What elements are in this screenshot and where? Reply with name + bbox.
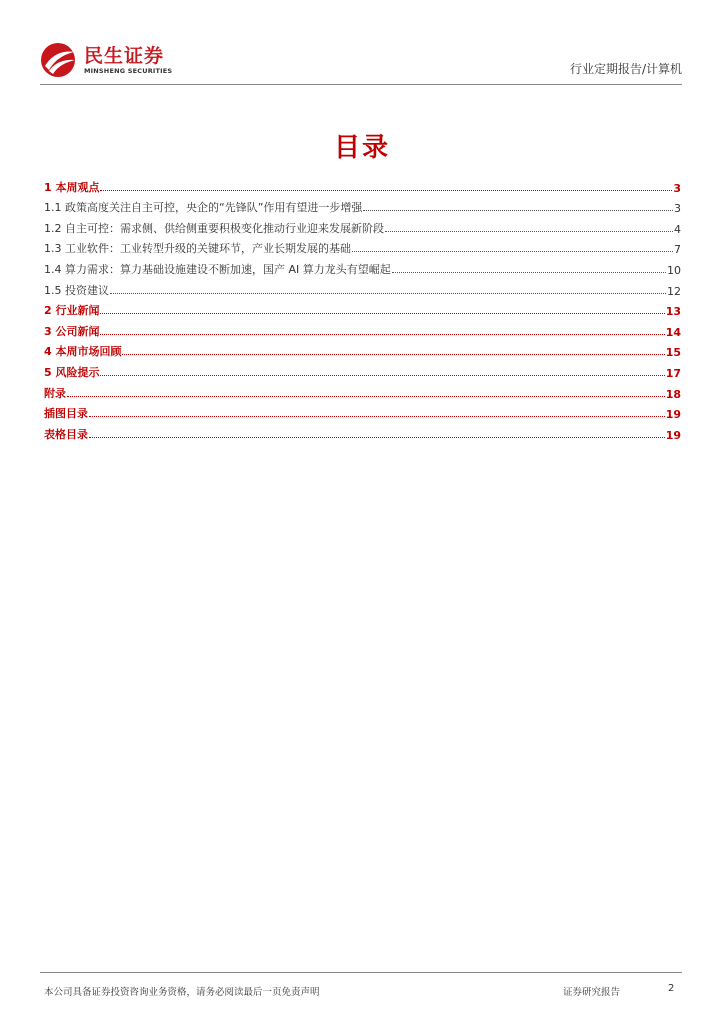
toc-leader — [100, 375, 664, 376]
toc-leader — [392, 272, 666, 273]
toc-entry-page: 10 — [667, 263, 681, 277]
toc-leader — [122, 354, 664, 355]
toc-leader — [89, 416, 665, 417]
toc-leader — [352, 251, 673, 252]
toc-leader — [89, 437, 665, 438]
header-divider — [40, 84, 682, 85]
toc-entry-label: 1.3 工业软件：工业转型升级的关键环节，产业长期发展的基础 — [44, 242, 351, 256]
toc-entry-page: 18 — [665, 387, 681, 401]
toc-entry-label: 表格目录 — [44, 427, 88, 441]
toc-entry[interactable] — [44, 339, 681, 360]
toc-entry-label: 附录 — [44, 386, 66, 400]
toc-leader — [100, 334, 664, 335]
company-logo — [40, 42, 172, 78]
toc-entry-label: 5 风险提示 — [44, 365, 100, 379]
logo-en-text: MINSHENG SECURITIES — [84, 66, 173, 75]
toc-entry-page: 3 — [673, 181, 681, 195]
toc-leader — [110, 293, 666, 294]
toc-entry-page: 13 — [665, 305, 681, 319]
toc-entry-label: 1 本周观点 — [44, 180, 100, 194]
toc-entry[interactable] — [44, 318, 681, 339]
page-header — [40, 40, 682, 84]
table-of-contents — [44, 174, 681, 442]
toc-entry-page: 19 — [665, 428, 681, 442]
toc-entry-page: 15 — [665, 346, 681, 360]
toc-entry[interactable] — [44, 401, 681, 422]
toc-entry-page: 4 — [674, 222, 681, 236]
footer-divider — [40, 972, 682, 973]
toc-entry-page: 3 — [674, 202, 681, 216]
toc-leader — [67, 396, 665, 397]
toc-entry[interactable] — [44, 298, 681, 319]
toc-entry-label: 4 本周市场回顾 — [44, 345, 122, 359]
report-category: 行业定期报告/计算机 — [569, 62, 682, 76]
toc-entry-label: 2 行业新闻 — [44, 304, 100, 318]
toc-entry-page: 12 — [667, 284, 681, 298]
toc-leader — [100, 313, 664, 314]
toc-entry-label: 1.5 投资建议 — [44, 283, 109, 297]
toc-entry-page: 14 — [665, 325, 681, 339]
toc-entry-page: 19 — [665, 408, 681, 422]
toc-entry-label: 插图目录 — [44, 407, 88, 421]
page-number: 2 — [668, 983, 675, 994]
toc-entry-page: 7 — [674, 243, 681, 257]
toc-entry[interactable] — [44, 359, 681, 380]
toc-entry-label: 1.2 自主可控：需求侧、供给侧重要积极变化推动行业迎来发展新阶段 — [44, 221, 384, 235]
toc-entry[interactable] — [44, 277, 681, 298]
toc-title: 目录 — [333, 133, 390, 163]
toc-entry-label: 1.4 算力需求：算力基础设施建设不断加速，国产 AI 算力龙头有望崛起 — [44, 262, 391, 276]
toc-entry[interactable] — [44, 380, 681, 401]
toc-entry[interactable] — [44, 215, 681, 236]
logo-cn-text: 民生证券 — [84, 44, 165, 67]
toc-leader — [363, 210, 673, 211]
toc-leader — [385, 231, 673, 232]
logo-icon — [40, 42, 78, 78]
toc-entry[interactable] — [44, 421, 681, 442]
footer-doc-type: 证券研究报告 — [563, 987, 621, 998]
toc-entry[interactable] — [44, 195, 681, 216]
toc-leader — [100, 190, 672, 191]
footer-disclaimer: 本公司具备证券投资咨询业务资格，请务必阅读最后一页免责声明 — [44, 987, 320, 998]
toc-entry[interactable] — [44, 236, 681, 257]
toc-entry-label: 1.1 政策高度关注自主可控，央企的“先锋队”作用有望进一步增强 — [44, 201, 363, 215]
toc-entry-page: 17 — [665, 366, 681, 380]
toc-entry-label: 3 公司新闻 — [44, 324, 100, 338]
toc-entry[interactable] — [44, 174, 681, 195]
toc-entry[interactable] — [44, 256, 681, 277]
